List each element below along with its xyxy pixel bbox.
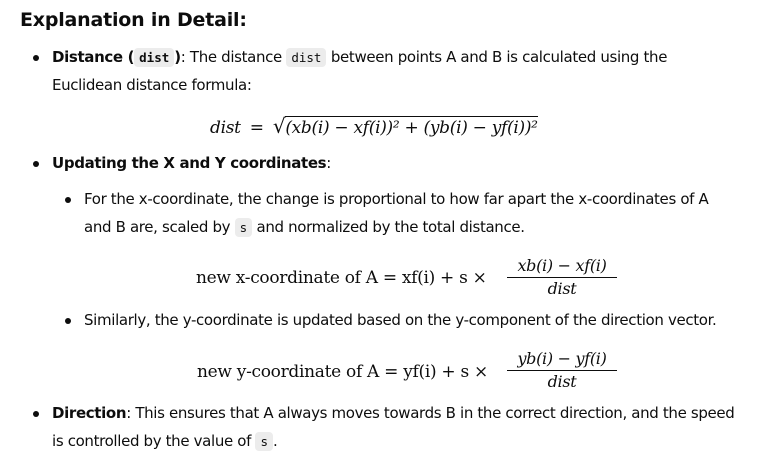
x-formula-lhs: new x-coordinate of A = xf(i) + s × <box>196 268 487 288</box>
s-code-direction: s <box>255 432 273 451</box>
y-formula-numerator: yb(i) − yf(i) <box>517 349 607 368</box>
y-line-1: Similarly, the y-coordinate is updated based on the y-component of the direction vector. <box>84 311 717 329</box>
bullet-x-coordinate <box>65 197 71 203</box>
updating-line: Updating the X and Y coordinates: <box>52 154 331 172</box>
y-formula-fraction <box>507 348 617 393</box>
distance-formula: dist = √(xb(i) − xf(i))² + (yb(i) − yf(i))² <box>210 114 538 138</box>
x-formula-denominator: dist <box>547 279 577 298</box>
bullet-updating <box>33 161 39 167</box>
distance-line-1: Distance ( dist ): The distance dist between points A and B is calculated using the <box>52 48 668 66</box>
y-formula-denominator: dist <box>547 372 577 391</box>
updating-title: Updating the X and Y coordinates <box>52 154 327 172</box>
s-code-x: s <box>235 218 253 237</box>
x-line-1: For the x-coordinate, the change is proportional to how far apart the x-coordinates of A <box>84 190 709 208</box>
direction-line-1: Direction: This ensures that A always moves towards B in the correct direction, and the speed <box>52 404 735 422</box>
bullet-y-coordinate <box>65 318 71 324</box>
distance-line-2: Euclidean distance formula: <box>52 76 252 94</box>
y-formula-lhs: new y-coordinate of A = yf(i) + s × <box>197 362 488 382</box>
x-formula-fraction <box>507 255 617 300</box>
bullet-direction <box>33 411 39 417</box>
x-line-2: and B are, scaled by s and normalized by the total distance. <box>84 218 525 236</box>
direction-line-2: is controlled by the value of s . <box>52 432 278 450</box>
dist-code-inline: dist <box>286 48 326 67</box>
dist-code: dist <box>134 48 174 67</box>
bullet-distance <box>33 55 39 61</box>
section-heading: Explanation in Detail: <box>20 9 247 31</box>
x-formula-numerator: xb(i) − xf(i) <box>517 256 607 275</box>
sqrt-symbol: √ <box>272 114 286 138</box>
sqrt-radicand: (xb(i) − xf(i))² + (yb(i) − yf(i))² <box>285 118 538 138</box>
direction-title: Direction <box>52 404 127 422</box>
distance-title: Distance ( dist ) <box>52 48 181 66</box>
